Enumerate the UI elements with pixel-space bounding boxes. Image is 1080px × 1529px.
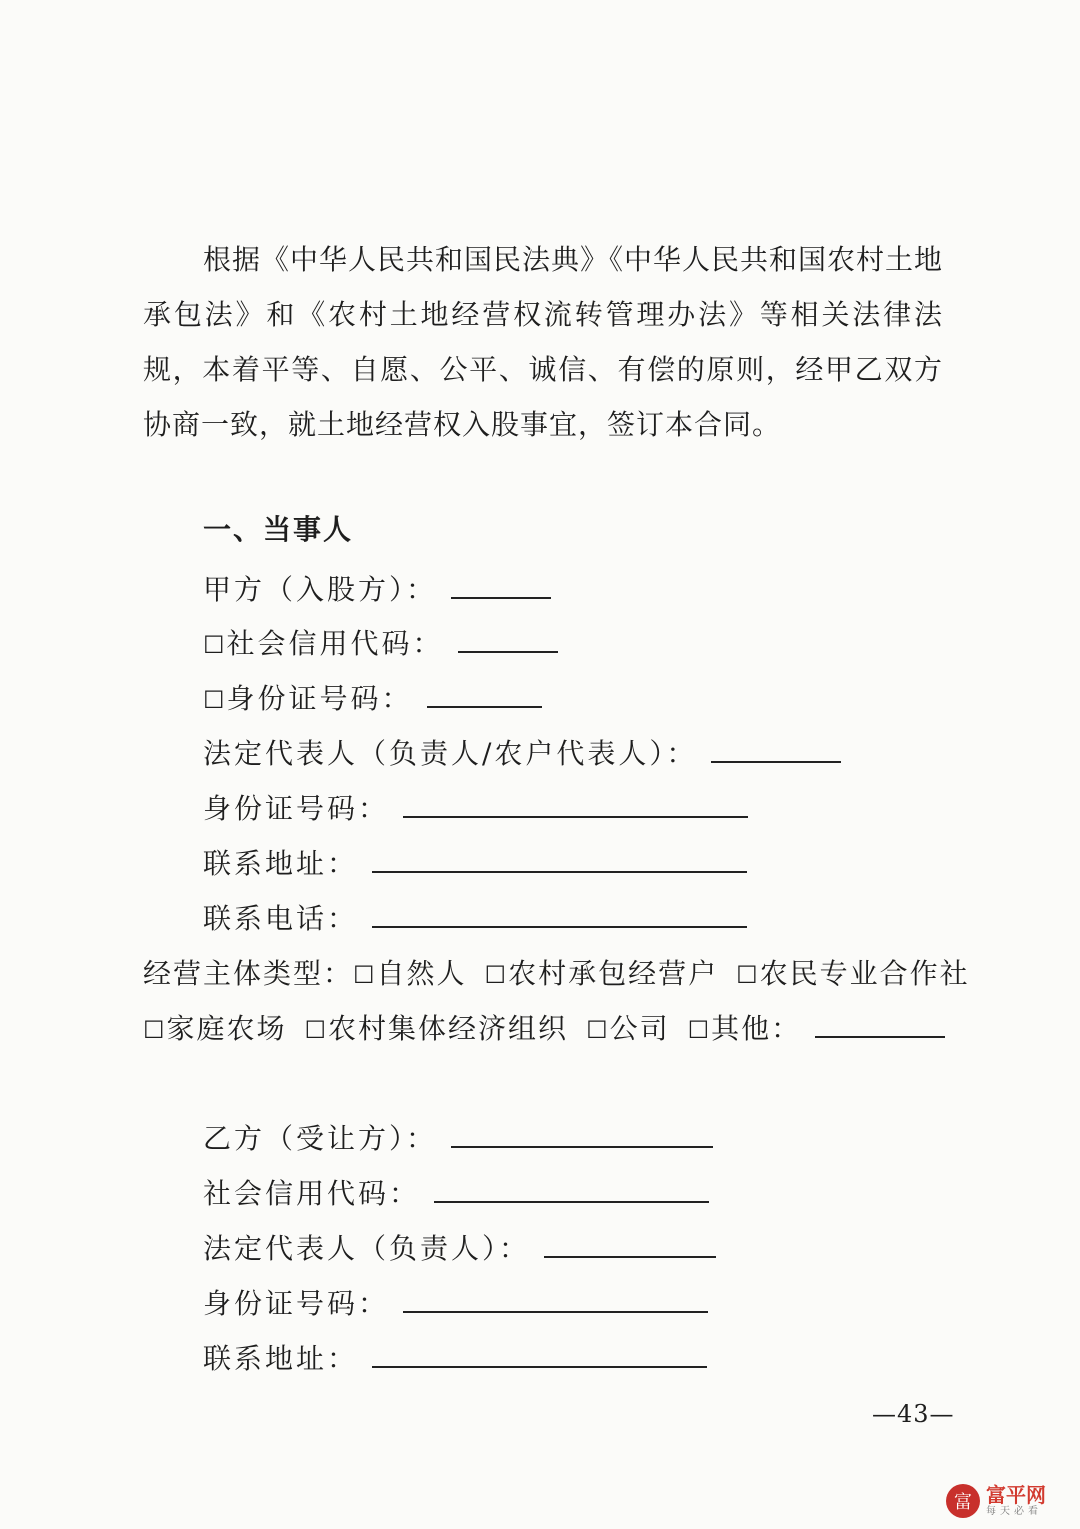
party-b-blank[interactable] xyxy=(451,1120,713,1148)
section-title-parties: 一、当事人 xyxy=(203,513,354,546)
party-a-id-opt-label: 身份证号码： xyxy=(226,682,413,715)
page-number: —43— xyxy=(872,1400,955,1428)
checkbox-icon[interactable]: ☐ xyxy=(687,1016,710,1044)
party-a-legal-rep-row xyxy=(203,732,841,772)
party-a-legal-rep-label: 法定代表人（负责人/农户代表人）： xyxy=(203,737,698,770)
party-a-phone-blank[interactable] xyxy=(372,900,747,928)
checkbox-icon[interactable]: ☐ xyxy=(203,686,225,714)
party-a-id-row xyxy=(203,787,748,827)
party-a-id-label: 身份证号码： xyxy=(203,792,390,825)
party-a-blank[interactable] xyxy=(451,571,551,599)
party-b-credit-code-label: 社会信用代码： xyxy=(203,1177,421,1210)
party-a-id-blank[interactable] xyxy=(403,790,748,818)
watermark-title: 富平网 xyxy=(986,1483,1046,1507)
party-b-id-blank[interactable] xyxy=(403,1285,708,1313)
party-b-credit-code-row xyxy=(203,1172,709,1212)
checkbox-icon[interactable]: ☐ xyxy=(143,1016,165,1044)
party-a-phone-label: 联系电话： xyxy=(203,902,359,935)
entity-option-cooperative[interactable]: ☐农民专业合作社 xyxy=(736,957,970,990)
party-b-legal-rep-label: 法定代表人（负责人）： xyxy=(203,1232,531,1265)
party-a-address-blank[interactable] xyxy=(372,845,747,873)
checkbox-icon[interactable]: ☐ xyxy=(353,961,375,989)
entity-other-blank[interactable] xyxy=(815,1010,945,1038)
party-b-legal-rep-row xyxy=(203,1227,716,1267)
party-b-address-row xyxy=(203,1337,707,1377)
party-b-label: 乙方（受让方）： xyxy=(203,1122,438,1155)
party-a-row xyxy=(203,568,551,608)
checkbox-icon[interactable]: ☐ xyxy=(304,1016,327,1044)
entity-type-row-2 xyxy=(143,1007,945,1047)
party-a-id-opt-blank[interactable] xyxy=(427,680,542,708)
party-a-id-opt-row xyxy=(203,677,542,717)
watermark-subtitle: 每天必看 xyxy=(986,1506,1042,1517)
entity-option-company[interactable]: ☐公司 xyxy=(586,1012,670,1045)
party-a-address-label: 联系地址： xyxy=(203,847,359,880)
party-a-legal-rep-blank[interactable] xyxy=(711,735,841,763)
party-a-phone-row xyxy=(203,897,747,937)
entity-option-other[interactable]: ☐其他： xyxy=(687,1012,802,1045)
checkbox-icon[interactable]: ☐ xyxy=(736,961,758,989)
party-a-credit-code-label: 社会信用代码： xyxy=(226,627,444,660)
entity-option-natural-person[interactable]: ☐自然人 xyxy=(353,957,467,990)
checkbox-icon[interactable]: ☐ xyxy=(203,631,225,659)
party-b-address-label: 联系地址： xyxy=(203,1342,359,1375)
entity-option-collective-org[interactable]: ☐农村集体经济组织 xyxy=(304,1012,569,1045)
checkbox-icon[interactable]: ☐ xyxy=(484,961,507,989)
watermark-logo xyxy=(946,1484,1046,1518)
party-b-id-label: 身份证号码： xyxy=(203,1287,390,1320)
party-b-row xyxy=(203,1117,713,1157)
party-b-legal-rep-blank[interactable] xyxy=(544,1230,716,1258)
checkbox-icon[interactable]: ☐ xyxy=(586,1016,608,1044)
party-b-id-row xyxy=(203,1282,708,1322)
entity-option-contract-household[interactable]: ☐农村承包经营户 xyxy=(484,957,719,990)
party-b-credit-code-blank[interactable] xyxy=(434,1175,709,1203)
entity-option-family-farm[interactable]: ☐家庭农场 xyxy=(143,1012,287,1045)
party-a-label: 甲方（入股方）： xyxy=(203,573,438,606)
entity-type-row-1 xyxy=(143,952,970,992)
party-b-address-blank[interactable] xyxy=(372,1340,707,1368)
party-a-credit-code-row xyxy=(203,622,558,662)
party-a-credit-code-blank[interactable] xyxy=(458,625,558,653)
building-icon: 富 xyxy=(946,1484,980,1518)
party-a-address-row xyxy=(203,842,747,882)
entity-type-label: 经营主体类型： xyxy=(143,957,354,990)
preamble-paragraph: 根据《中华人民共和国民法典》《中华人民共和国农村土地承包法》和《农村土地经营权流转管理办法》等相关法律法规，本着平等、自愿、公平、诚信、有偿的原则，经甲乙双方协商一致，就土地经营权入股事宜，签订本合同。 xyxy=(143,243,944,441)
